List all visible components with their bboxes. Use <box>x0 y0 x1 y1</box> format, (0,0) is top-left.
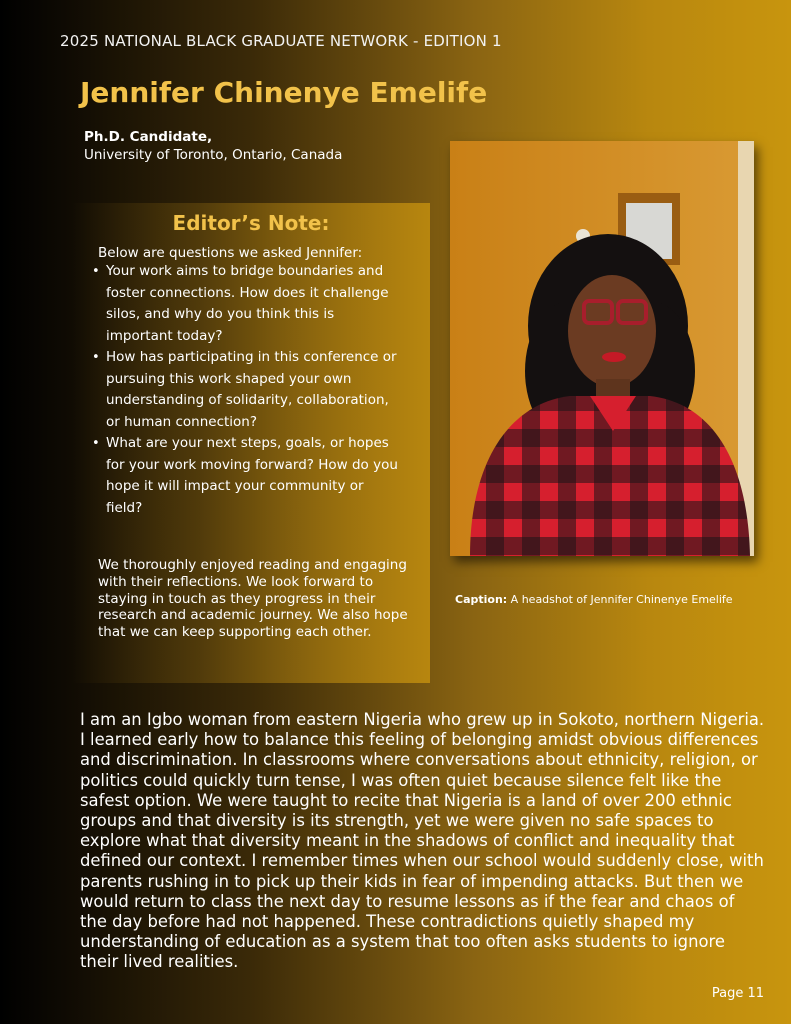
caption-label: Caption: <box>455 593 508 606</box>
body-paragraph: I am an Igbo woman from eastern Nigeria who grew up in Sokoto, northern Nigeria. I learned early how to balance this feeling of belonging amidst obvious differences and discrimination. In classrooms where conversations about ethnicity, religion, or politics could quickly turn tense, I was often quiet because silence felt like the safest option. We were taught to recite that Nigeria is a land of over 200 ethnic groups and that diversity is its strength, yet we were given no safe spaces to explore what that diversity meant in the shadows of conflict and inequality that defined our context. I remember times when our school would suddenly close, with parents rushing in to pick up their kids in fear of impending attacks. But then we would return to class the next day to resume lessons as if the fear and chaos of the day before had not happened. These contradictions quietly shaped my understanding of education as a system that too often asks students to ignore their lived realities. <box>80 710 765 972</box>
publication-header: 2025 NATIONAL BLACK GRADUATE NETWORK - EDITION 1 <box>60 32 502 50</box>
headshot-illustration <box>450 141 754 556</box>
person-institution: University of Toronto, Ontario, Canada <box>84 147 343 163</box>
page-number: Page 11 <box>711 986 764 1001</box>
photo-caption <box>455 593 733 606</box>
question-item: • How has participating in this conference or pursuing this work shaped your own understanding of solidarity, collaboration, or human connection? <box>106 347 401 433</box>
editors-note-intro: Below are questions we asked Jennifer: <box>98 245 363 261</box>
person-affiliation <box>84 128 342 164</box>
question-item: • What are your next steps, goals, or hopes for your work moving forward? How do you hope it will impact your community or field? <box>106 433 401 519</box>
headshot-photo <box>450 141 754 556</box>
person-degree: Ph.D. Candidate, <box>84 129 213 145</box>
question-item: • Your work aims to bridge boundaries and foster connections. How does it challenge silos, and why do you think this is important today? <box>106 261 401 347</box>
editors-note-outro: We thoroughly enjoyed reading and engaging with their reflections. We look forward to staying in touch as they progress in their research and academic journey. We also hope that we can keep supporting each other. <box>98 557 408 641</box>
person-name: Jennifer Chinenye Emelife <box>80 76 488 109</box>
editors-note-box <box>72 203 430 683</box>
question-list <box>88 261 401 519</box>
caption-text: A headshot of Jennifer Chinenye Emelife <box>507 593 733 606</box>
editors-note-title: Editor’s Note: <box>172 211 330 235</box>
